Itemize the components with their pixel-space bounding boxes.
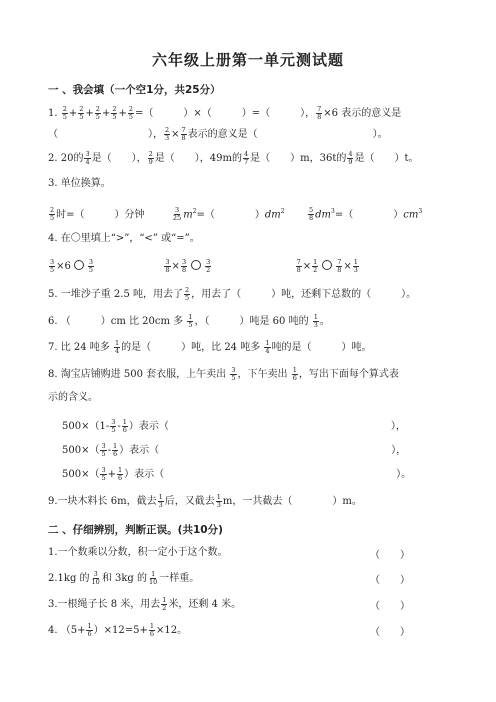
question-4-items: $\frac{3}{5}$ ×6 $\frac{3}{5}$ $\frac{3}{8}$ × $\frac{3}{8}$ $\frac{3}{2}$ $\frac{7}{8}$ × $\frac{1}{2}$ $\frac{7}{8}$ × $\frac{1}{3}$: [50, 258, 358, 274]
page-title: 六年级上册第一单元测试题: [151, 51, 344, 69]
fraction: $\frac{3}{8}$: [165, 258, 170, 274]
fraction: $\frac{1}{4}$: [115, 339, 120, 355]
fraction: $\frac{3}{10}$: [91, 570, 100, 586]
fraction: $\frac{3}{5}$: [101, 442, 106, 458]
fraction: $\frac{7}{8}$: [337, 258, 342, 274]
fraction: $\frac{1}{3}$: [313, 313, 318, 329]
fraction: $\frac{1}{3}$: [158, 493, 163, 509]
fraction: $\frac{2}{5}$: [62, 105, 67, 121]
answer-paren[interactable]: （ ）: [370, 627, 410, 638]
fraction: $\frac{5}{8}$: [308, 206, 314, 223]
fraction: $\frac{7}{8}$: [317, 105, 322, 121]
question-6: 6. （ ）cm 比 20cm 多 $\frac{1}{5}$ ，（ ）吨是 60 吨的 $\frac{1}{3}$ 。: [48, 313, 330, 329]
fraction: $\frac{2}{5}$: [50, 206, 55, 223]
question-8: 8. 淘宝店铺购进 500 套衣服，上午卖出 $\frac{3}{5}$ ，下午卖出 $\frac{1}{6}$ ，写出下面每个算式表: [48, 366, 399, 382]
compare-circle[interactable]: [74, 260, 84, 270]
question-8-expr-1: 500×（1- $\frac{3}{5}$ - $\frac{1}{6}$ ）表示（ ），: [62, 418, 406, 434]
question-8-expr-2: 500×（ $\frac{3}{5}$ - $\frac{1}{6}$ ）表示（ ），: [62, 442, 407, 458]
question-5: 5. 一堆沙子重 2.5 吨，用去了 $\frac{2}{5}$ ，用去了（ ）吨，还剩下总数的（ ）。: [48, 286, 417, 302]
fraction: $\frac{2}{5}$: [184, 286, 190, 302]
question-4: 4. 在〇里填上“>”，“<” 或“=”。: [48, 233, 200, 244]
fraction: $\frac{7}{8}$: [181, 126, 186, 142]
question-9: 9.一块木料长 6m，截去 $\frac{1}{3}$ 后，又截去 $\frac{1}{3}$ m，一共截去（ ）m。: [48, 493, 362, 509]
question-8-cont: 示的含义。: [48, 392, 98, 403]
fraction: $\frac{1}{2}$: [313, 258, 318, 274]
fraction: $\frac{2}{5}$: [128, 105, 133, 121]
fraction: $\frac{2}{9}$: [148, 150, 153, 166]
section-two-heading: 二 、仔细辨别，判断正误。(共10分): [48, 524, 223, 536]
compare-circle[interactable]: [322, 260, 332, 270]
fraction: $\frac{1}{6}$: [122, 418, 127, 434]
fraction: $\frac{3}{5}$: [101, 466, 106, 482]
fraction: $\frac{1}{2}$: [162, 596, 167, 612]
question-1-cont: （ ）， $\frac{2}{3}$ × $\frac{7}{8}$ 表示的意义是（ ）。: [48, 126, 388, 142]
fraction: $\frac{2}{5}$: [95, 105, 100, 121]
question-1: 1. $\frac{2}{5}$ + $\frac{2}{5}$ + $\frac{2}{5}$ + $\frac{2}{5}$ + $\frac{2}{5}$ =（ ）×（ ）=（ ）， $\frac{7}{8}$ ×6 表示的意义是: [48, 105, 402, 121]
fraction: $\frac{1}{6}$: [149, 622, 154, 638]
fraction: $\frac{7}{8}$: [296, 258, 301, 274]
judge-question-2: 2.1kg 的 $\frac{3}{10}$ 和 3kg 的 $\frac{1}{10}$ 一样重。: [48, 570, 200, 586]
answer-paren[interactable]: （ ）: [370, 601, 410, 612]
fraction: $\frac{4}{9}$: [348, 150, 353, 166]
fraction: $\frac{3}{2}$: [206, 258, 211, 274]
question-2: 2. 20的 $\frac{3}{4}$ 是（ ）， $\frac{2}{9}$ 是（ ），49m的 $\frac{4}{7}$ 是（ ）m，36t的 $\frac{4}{9}$ 是（ ）t。: [48, 150, 419, 166]
question-3-items: $\frac{2}{5}$ 时=（ ）分钟 $\frac{3}{25}$ $m^2=$（ ）$dm^2$ $\frac{5}{8}$ $dm^3=$（ ）$cm^3$: [50, 206, 423, 223]
fraction: $\frac{1}{3}$: [353, 258, 358, 274]
fraction: $\frac{4}{7}$: [243, 150, 249, 166]
question-7: 7. 比 24 吨多 $\frac{1}{4}$ 的是（ ）吨，比 24 吨多 $\frac{1}{4}$ 吨的是（ ）吨。: [48, 339, 372, 355]
section-one-heading: 一 、我会填（一个空1分，共25分）: [48, 84, 221, 96]
fraction: $\frac{1}{6}$: [113, 442, 118, 458]
answer-paren[interactable]: （ ）: [370, 575, 410, 586]
judge-question-4: 4. （5+ $\frac{1}{6}$ ）×12=5+ $\frac{1}{6}$ ×12。: [48, 622, 188, 638]
fraction: $\frac{3}{4}$: [85, 150, 90, 166]
judge-question-3: 3.一根绳子长 8 米，用去 $\frac{1}{2}$ 米，还剩 4 米。: [48, 596, 242, 612]
fraction: $\frac{3}{5}$: [50, 258, 55, 274]
fraction: $\frac{1}{4}$: [265, 339, 270, 355]
fraction: $\frac{3}{25}$: [172, 206, 182, 223]
answer-paren[interactable]: （ ）: [370, 550, 410, 561]
fraction: $\frac{1}{6}$: [292, 366, 297, 382]
question-8-expr-3: 500×（ $\frac{3}{5}$ + $\frac{1}{6}$ ）表示（ ）。: [62, 466, 412, 482]
fraction: $\frac{3}{5}$: [231, 366, 236, 382]
fraction: $\frac{1}{6}$: [87, 622, 92, 638]
fraction: $\frac{2}{5}$: [112, 105, 117, 121]
fraction: $\frac{1}{6}$: [118, 466, 123, 482]
fraction: $\frac{2}{3}$: [165, 126, 170, 142]
fraction: $\frac{3}{5}$: [111, 418, 116, 434]
fraction: $\frac{3}{8}$: [181, 258, 187, 274]
compare-circle[interactable]: [191, 260, 201, 270]
question-3: 3. 单位换算。: [48, 178, 111, 189]
fraction: $\frac{1}{5}$: [188, 313, 193, 329]
fraction: $\frac{3}{5}$: [88, 258, 94, 274]
fraction: $\frac{2}{5}$: [79, 105, 84, 121]
fraction: $\frac{1}{10}$: [149, 570, 158, 586]
judge-question-1: 1.一个数乘以分数，积一定小于这个数。: [48, 547, 228, 558]
fraction: $\frac{1}{3}$: [216, 493, 221, 509]
